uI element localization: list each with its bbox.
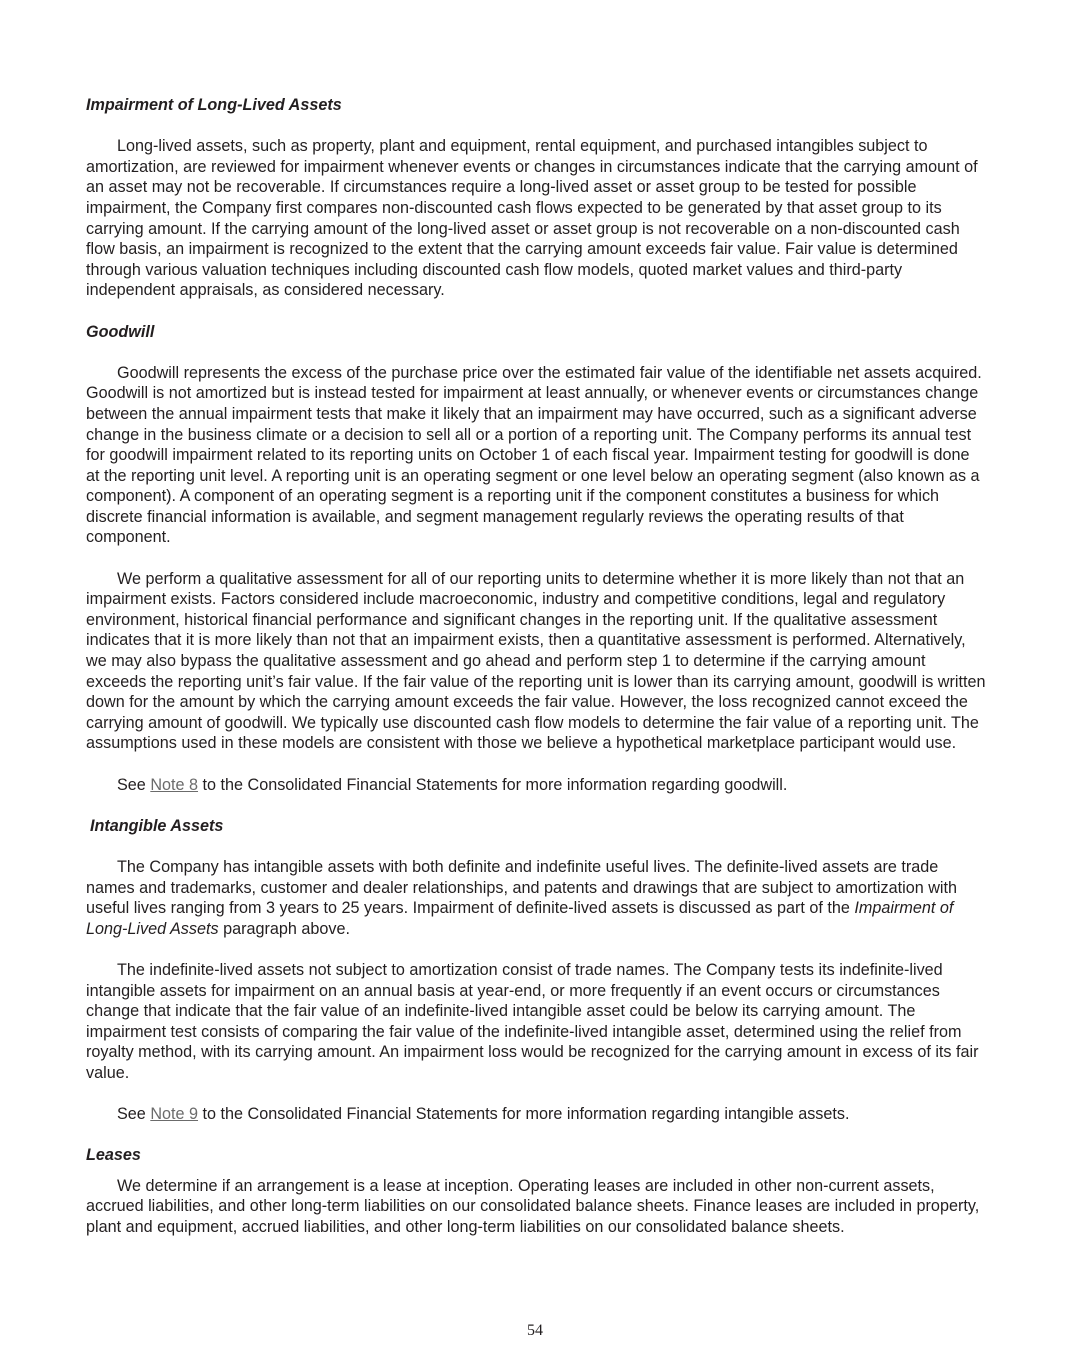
section-heading-impairment: Impairment of Long-Lived Assets xyxy=(86,96,342,114)
see-suffix: to the Consolidated Financial Statements for more information regarding intangible assets. xyxy=(202,1105,850,1124)
intangible-text-before: The Company has intangible assets with both definite and indefinite useful lives. The definite-lived assets are trade names and trademarks, customer and dealer relationships, and patents and drawings that are subject to amortization with useful lives ranging from 3 years to 25 years. Impairment of definite-lived assets is discussed as part of the xyxy=(86,857,958,918)
impairment-paragraph: Long-lived assets, such as property, plant and equipment, rental equipment, and purchased intangibles subject to amortization, are reviewed for impairment whenever events or changes in circumstances indicate that the carrying amount of an asset may not be recoverable. If circumstances require a long-lived asset or asset group to be tested for possible impairment, the Company first compares non-discounted cash flows expected to be generated by that asset group to its carrying amount. If the carrying amount of the long-lived asset or asset group is not recoverable on a non-discounted cash flow basis, an impairment is recognized to the extent that the carrying amount exceeds fair value. Fair value is determined through various valuation techniques including discounted cash flow models, quoted market values and third-party independent appraisals, as considered necessary. xyxy=(86,137,978,300)
section-heading-goodwill: Goodwill xyxy=(86,322,155,341)
goodwill-see-note xyxy=(86,775,986,796)
document-page xyxy=(86,95,986,1238)
note-8-link[interactable]: Note 8 xyxy=(150,775,199,794)
intangible-text-after: paragraph above. xyxy=(223,919,350,938)
intangible-italic-reference: Impairment of Long-Lived Assets xyxy=(86,899,954,938)
note-9-link[interactable]: Note 9 xyxy=(150,1105,199,1124)
goodwill-paragraph-1: Goodwill represents the excess of the purchase price over the estimated fair value of the identifiable net assets acquired. Goodwill is not amortized but is instead tested for impairment at least annually, or whenever events or circumstances change between the annual impairment tests that make it likely that an impairment may have occurred, such as a significant adverse change in the business climate or a decision to sell all or a portion of a reporting unit. The Company performs its annual test for goodwill impairment related to its reporting units on October 1 of each fiscal year. Impairment testing for goodwill is done at the reporting unit level. A reporting unit is an operating segment or one level below an operating segment (also known as a component). A component of an operating segment is a reporting unit if the component constitutes a business for which discrete financial information is available, and segment management regularly reviews the operating results of that component. xyxy=(86,363,982,547)
intangible-paragraph-2: The indefinite-lived assets not subject to amortization consist of trade names. The Company tests its indefinite-lived intangible assets for impairment on an annual basis at year-end, or more frequently if an event occurs or circumstances change that indicate that the fair value of an indefinite-lived intangible asset could be below its carrying amount. The impairment test consists of comparing the fair value of the indefinite-lived intangible asset, determined using the relief from royalty method, with its carrying amount. An impairment loss would be recognized for the carrying amount in excess of its fair value. xyxy=(86,960,979,1082)
leases-paragraph: We determine if an arrangement is a lease at inception. Operating leases are included in other non-current assets, accrued liabilities, and other long-term liabilities on our consolidated balance sheets. Finance leases are included in property, plant and equipment, accrued liabilities, and other long-term liabilities on our consolidated balance sheets. xyxy=(86,1176,980,1237)
see-suffix: to the Consolidated Financial Statements for more information regarding goodwill. xyxy=(202,775,788,794)
section-heading-intangible: Intangible Assets xyxy=(90,816,224,835)
intangible-paragraph-1 xyxy=(86,857,986,939)
see-prefix: See xyxy=(117,775,146,794)
page-number: 54 xyxy=(527,1322,543,1339)
see-prefix: See xyxy=(117,1105,146,1124)
goodwill-paragraph-2: We perform a qualitative assessment for all of our reporting units to determine whether it is more likely than not that an impairment exists. Factors considered include macroeconomic, industry and competitive conditions, legal and regulatory environment, historical financial performance and significant changes in the reporting unit. If the qualitative assessment indicates that it is more likely than not that an impairment exists, then a quantitative assessment is performed. Alternatively, we may also bypass the qualitative assessment and go ahead and perform step 1 to determine if the carrying amount exceeds the reporting unit’s fair value. If the fair value of the reporting unit is lower than its carrying amount, goodwill is written down for the amount by which the carrying amount exceeds the fair value. However, the loss recognized cannot exceed the carrying amount of goodwill. We typically use discounted cash flow models to determine the fair value of a reporting unit. The assumptions used in these models are consistent with those we believe a hypothetical marketplace participant would use. xyxy=(86,569,986,753)
intangible-see-note xyxy=(86,1104,986,1125)
section-heading-leases: Leases xyxy=(86,1146,141,1165)
